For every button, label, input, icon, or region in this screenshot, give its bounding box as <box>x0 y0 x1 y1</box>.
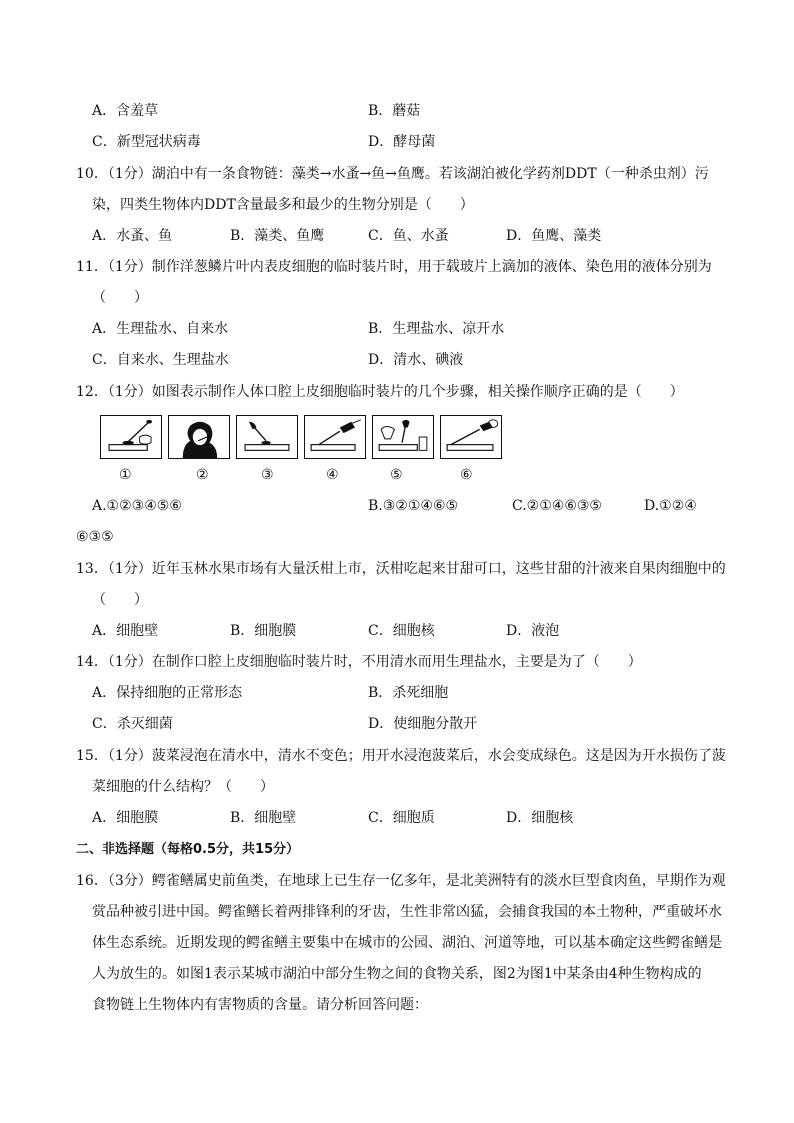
q16-stem-line2: 赏品种被引进中国。鳄雀鳝长着两排锋利的牙齿，生性非常凶猛，会捕食我国的本土物种，严重破坏水 <box>92 904 722 920</box>
step6-image <box>440 415 502 459</box>
q12-option-a: A.①②③④⑤⑥ <box>92 498 182 514</box>
q13-stem-line2: （ ） <box>92 592 148 608</box>
step1-image <box>100 415 162 459</box>
q12-stem-line1: 12．（1分）如图表示制作人体口腔上皮细胞临时装片的几个步骤，相关操作顺序正确的是（ ） <box>76 384 684 400</box>
q14-stem-line1: 14．（1分）在制作口腔上皮细胞临时装片时，不用清水而用生理盐水，主要是为了（ ） <box>76 654 642 670</box>
q14-option-a: A．保持细胞的正常形态 <box>92 685 243 701</box>
q16-stem-line1: 16．（3分）鳄雀鳝属史前鱼类，在地球上已生存一亿多年，是北美洲特有的淡水巨型食肉鱼，早期作为观 <box>76 873 726 889</box>
q11-stem-line1: 11．（1分）制作洋葱鳞片叶内表皮细胞的临时装片时，用于载玻片上滴加的液体、染色用的液体分别为 <box>76 259 712 275</box>
q10-stem-line1: 10．（1分）湖泊中有一条食物链：藻类→水蚤→鱼→鱼鹰。若该湖泊被化学药剂DDT（一种杀虫剂）污 <box>76 166 709 182</box>
q13-stem-line1: 13．（1分）近年玉林水果市场有大量沃柑上市，沃柑吃起来甘甜可口，这些甘甜的汁液来自果肉细胞中的 <box>76 561 726 577</box>
step-label-2: ② <box>196 467 209 483</box>
q10-option-d: D．鱼鹰、藻类 <box>506 228 602 244</box>
q10-stem-line2: 染，四类生物体内DDT含量最多和最少的生物分别是（ ） <box>92 197 474 213</box>
q14-option-c: C．杀灭细菌 <box>92 716 173 732</box>
q13-option-c: C．细胞核 <box>368 623 435 639</box>
q13-option-b: B．细胞膜 <box>230 623 297 639</box>
q9-option-b: B．蘑菇 <box>368 103 421 119</box>
step-label-1: ① <box>119 467 132 483</box>
q15-option-d: D．细胞核 <box>506 810 574 826</box>
q12-option-c: C.②①④⑥③⑤ <box>512 498 602 514</box>
q16-stem-line3: 体生态系统。近期发现的鳄雀鳝主要集中在城市的公园、湖泊、河道等地，可以基本确定这些鳄雀鳝是 <box>92 935 722 951</box>
step-label-5: ⑤ <box>390 467 403 483</box>
q15-stem-line1: 15．（1分）菠菜浸泡在清水中，清水不变色；用开水浸泡菠菜后，水会变成绿色。这是因为开水损伤了菠 <box>76 748 726 764</box>
q15-option-a: A．细胞膜 <box>92 810 159 826</box>
q16-stem-line4: 人为放生的。如图1表示某城市湖泊中部分生物之间的食物关系，图2为图1中某条由4种生物构成的 <box>92 966 702 982</box>
q9-option-a: A．含羞草 <box>92 103 159 119</box>
q11-option-d: D．清水、碘液 <box>368 352 464 368</box>
q9-option-c: C．新型冠状病毒 <box>92 134 201 150</box>
q14-option-d: D．使细胞分散开 <box>368 716 478 732</box>
step2-image <box>168 415 230 459</box>
step5-image <box>372 415 434 459</box>
step-label-6: ⑥ <box>460 467 473 483</box>
q15-option-c: C．细胞质 <box>368 810 435 826</box>
q11-stem-line2: （ ） <box>92 290 148 306</box>
q11-option-b: B．生理盐水、凉开水 <box>368 321 505 337</box>
q13-option-a: A．细胞壁 <box>92 623 159 639</box>
q12-option-b: B.③②①④⑥⑤ <box>368 498 459 514</box>
q10-option-b: B．藻类、鱼鹰 <box>230 228 325 244</box>
q12-procedure-figure <box>100 415 503 461</box>
q15-stem-line2: 菜细胞的什么结构？（ ） <box>92 779 274 795</box>
q12-option-d: D.①②④ <box>644 498 697 514</box>
q9-option-d: D．酵母菌 <box>368 134 436 150</box>
q10-option-c: C．鱼、水蚤 <box>368 228 449 244</box>
step-label-4: ④ <box>326 467 339 483</box>
q10-option-a: A．水蚤、鱼 <box>92 228 173 244</box>
q11-option-a: A．生理盐水、自来水 <box>92 321 229 337</box>
step3-image <box>236 415 298 459</box>
section-heading-nonchoice: 二、非选择题（每格0.5分，共15分） <box>76 842 300 857</box>
q13-option-d: D．液泡 <box>506 623 560 639</box>
q12-option-d-continued: ⑥③⑤ <box>76 529 114 545</box>
step-label-3: ③ <box>261 467 274 483</box>
q15-option-b: B．细胞壁 <box>230 810 297 826</box>
step4-image <box>304 415 366 459</box>
q14-option-b: B．杀死细胞 <box>368 685 449 701</box>
q16-stem-line5: 食物链上生物体内有害物质的含量。请分析回答问题： <box>92 997 428 1013</box>
q11-option-c: C．自来水、生理盐水 <box>92 352 229 368</box>
